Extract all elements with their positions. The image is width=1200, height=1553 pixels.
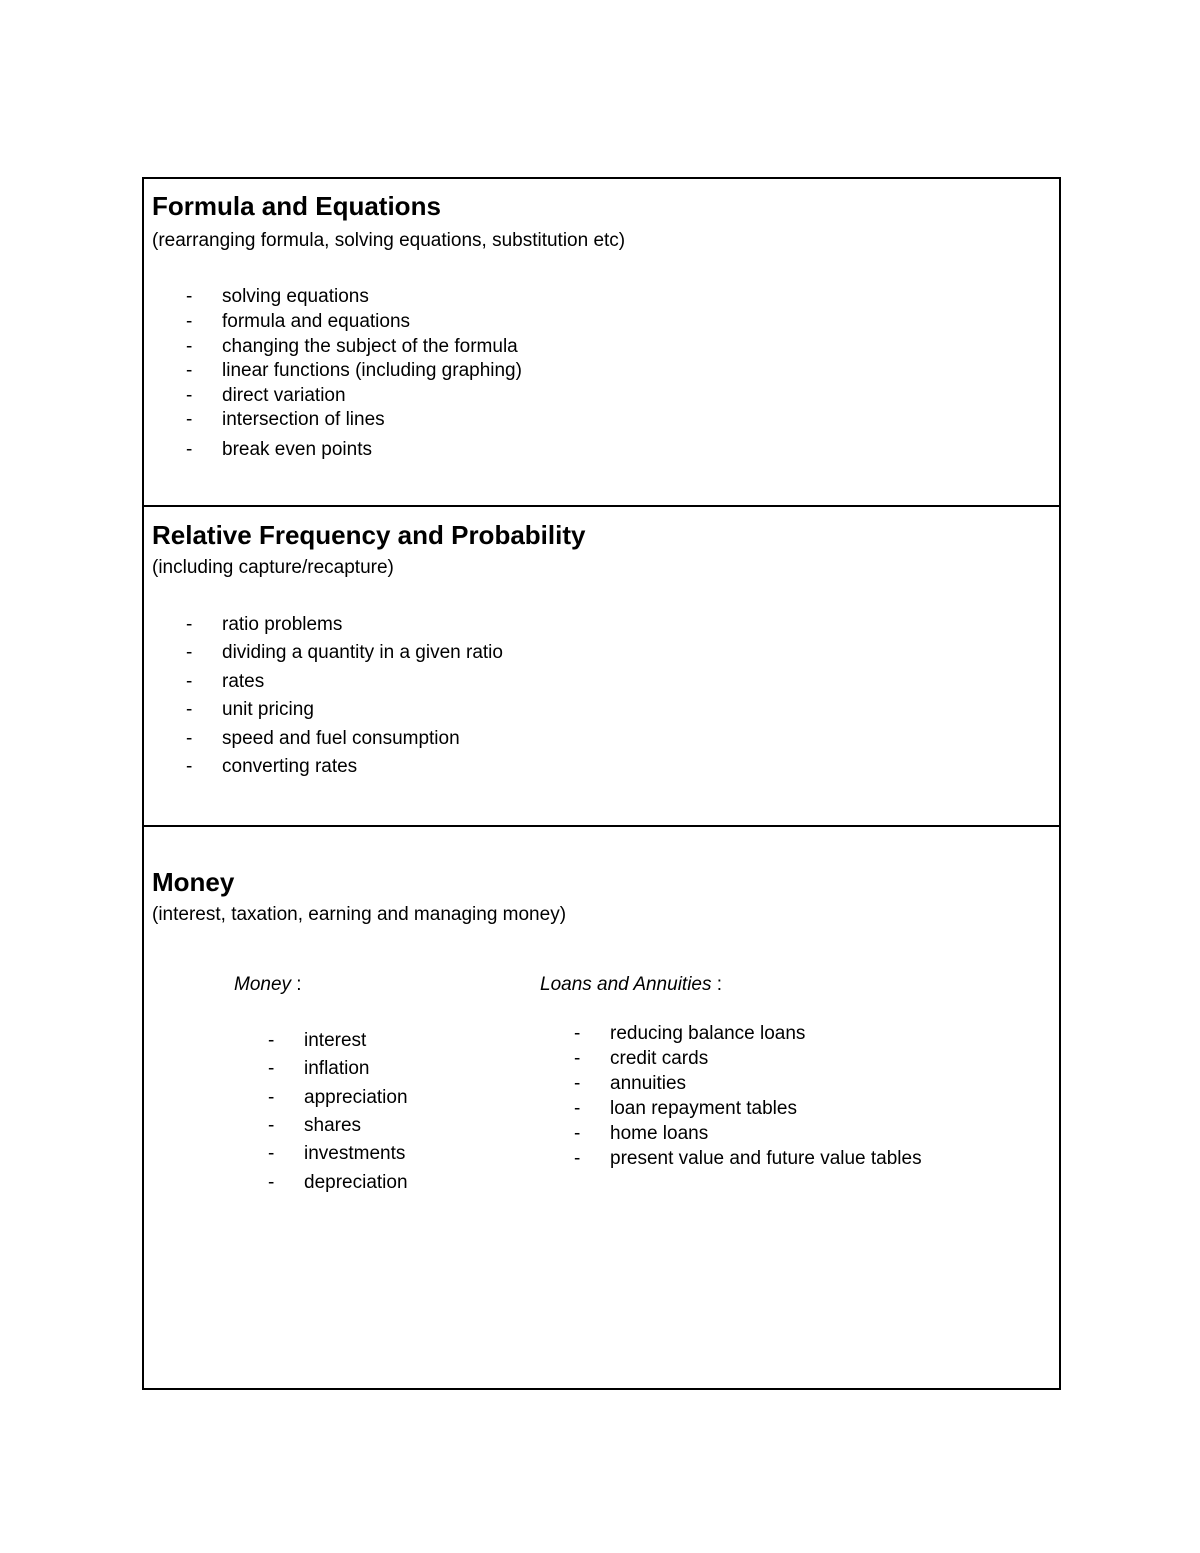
- section-title: Money: [152, 867, 235, 897]
- column-heading-money: Money :: [234, 974, 302, 995]
- section-formula-equations: Formula and Equations (rearranging formula, solving equations, substitution etc) - solving equations - formula and equations - changing the subject of the formula - linear functions (including graphing) - direct variation - intersection of lines - break even points: [144, 179, 1059, 507]
- section-title: Formula and Equations: [152, 191, 441, 221]
- column-heading-loans: Loans and Annuities :: [540, 974, 723, 995]
- section-subtitle: (rearranging formula, solving equations, substitution etc): [152, 230, 626, 251]
- section-subtitle: (including capture/recapture): [152, 557, 394, 578]
- section-money: Money (interest, taxation, earning and managing money) Money : - interest - inflation - appreciation - shares - investments - depreciation Loans and Annuities : - reducing balance loans - credit cards - annuities - loan repayment tables - home loans - present value and future value tables: [152, 867, 922, 1193]
- section-title: Relative Frequency and Probability: [152, 520, 586, 550]
- section-subtitle: (interest, taxation, earning and managing money): [152, 904, 567, 925]
- topics-table: [142, 177, 1061, 1390]
- section-relative-frequency: Relative Frequency and Probability (including capture/recapture) - ratio problems - dividing a quantity in a given ratio - rates - unit pricing - speed and fuel consumption - converting rates: [144, 507, 1059, 827]
